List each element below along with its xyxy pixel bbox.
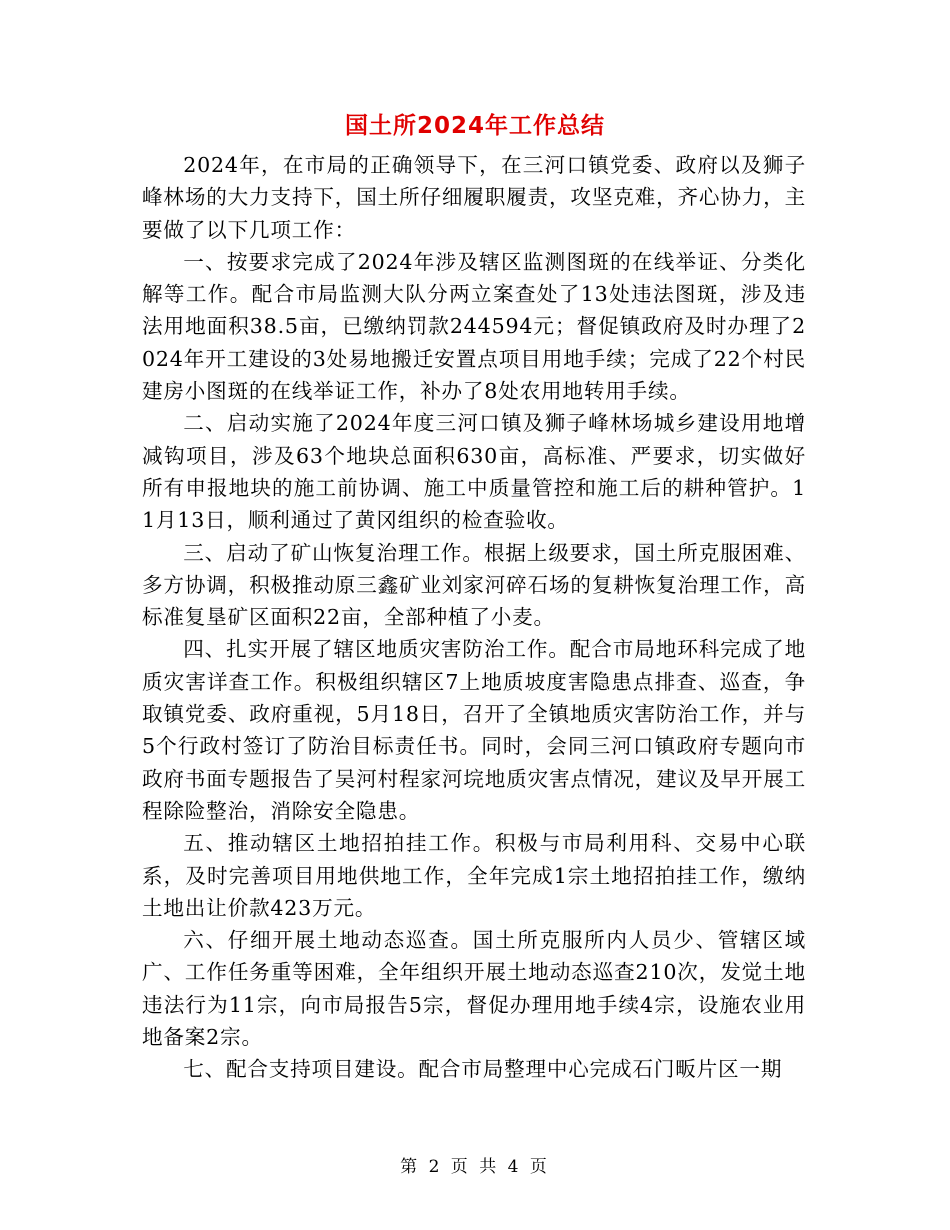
paragraph-item-7: 七、配合支持项目建设。配合市局整理中心完成石门畈片区一期 bbox=[183, 1057, 783, 1082]
paragraph-intro: 2024年，在市局的正确领导下，在三河口镇党委、政府以及狮子峰林场的大力支持下，国土所仔细履职履责，攻坚克难，齐心协力，主要做了以下几项工作： bbox=[142, 153, 806, 242]
paragraph-item-4: 四、扎实开展了辖区地质灾害防治工作。配合市局地环科完成了地质灾害详查工作。积极组织辖区7上地质坡度害隐患点排查、巡查，争取镇党委、政府重视，5月18日，召开了全镇地质灾害防治工作，并与5个行政村签订了防治目标责任书。同时，会同三河口镇政府专题向市政府书面专题报告了吴河村程家河垸地质灾害点情况，建议及早开展工程除险整治，消除安全隐患。 bbox=[142, 637, 806, 823]
document-body bbox=[142, 149, 806, 1086]
paragraph-item-3: 三、启动了矿山恢复治理工作。根据上级要求，国土所克服困难、多方协调，积极推动原三鑫矿业刘家河碎石场的复耕恢复治理工作，高标准复垦矿区面积22亩，全部种植了小麦。 bbox=[142, 540, 806, 630]
page-number-footer: 第 2 页 共 4 页 bbox=[400, 1157, 550, 1177]
paragraph-item-2: 二、启动实施了2024年度三河口镇及狮子峰林场城乡建设用地增减钩项目，涉及63个地块总面积630亩，高标准、严要求，切实做好所有申报地块的施工前协调、施工中质量管控和施工后的耕种管护。11月13日，顺利通过了黄冈组织的检查验收。 bbox=[142, 411, 806, 533]
paragraph-item-5: 五、推动辖区土地招拍挂工作。积极与市局利用科、交易中心联系，及时完善项目用地供地工作，全年完成1宗土地招拍挂工作，缴纳土地出让价款423万元。 bbox=[142, 831, 806, 920]
paragraph-item-1: 一、按要求完成了2024年涉及辖区监测图斑的在线举证、分类化解等工作。配合市局监测大队分两立案查处了13处违法图斑，涉及违法用地面积38.5亩，已缴纳罚款244594元；督促镇政府及时办理了2024年开工建设的3处易地搬迁安置点项目用地手续；完成了22个村民建房小图斑的在线举证工作，补办了8处农用地转用手续。 bbox=[142, 249, 806, 404]
paragraph-item-6: 六、仔细开展土地动态巡查。国土所克服所内人员少、管辖区域广、工作任务重等困难，全年组织开展土地动态巡查210次，发觉土地违法行为11宗，向市局报告5宗，督促办理用地手续4宗，设施农业用地备案2宗。 bbox=[142, 928, 806, 1050]
document-title: 国土所2024年工作总结 bbox=[344, 113, 605, 139]
